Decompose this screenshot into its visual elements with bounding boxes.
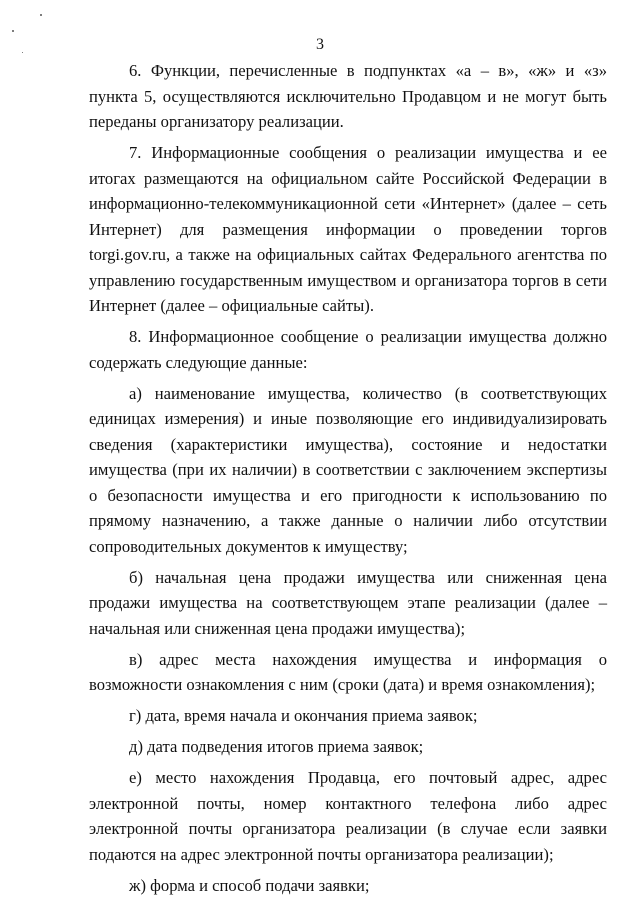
item-g: г) дата, время начала и окончания приема заявок;: [129, 706, 478, 725]
paragraph-7: 7. Информационные сообщения о реализации имущества и ее итогах размещаются на официальном сайте Российской Федерации в информационно-телекоммуникационной сети «Интернет» (далее – сеть Интернет) для размещения информации о проведении торгов torgi.gov.ru, а также на официальных сайтах Федерального агентства по управлению государственным имуществом и организатора торгов в сети Интернет (далее – официальные сайты).: [89, 143, 607, 315]
scan-speck: [40, 14, 42, 16]
item-b: б) начальная цена продажи имущества или сниженная цена продажи имущества на соответствующем этапе реализации (далее – начальная или сниженная цена продажи имущества);: [89, 567, 607, 638]
page-number: 3: [316, 36, 324, 53]
paragraph-6: 6. Функции, перечисленные в подпунктах «а – в», «ж» и «з» пункта 5, осуществляются исключительно Продавцом и не могут быть переданы организатору реализации.: [89, 61, 607, 131]
document-body: [89, 58, 607, 904]
item-zh: ж) форма и способ подачи заявки;: [129, 875, 370, 895]
item-v: в) адрес места нахождения имущества и информация о возможности ознакомления с ним (сроки (дата) и время ознакомления);: [89, 649, 607, 694]
item-a: а) наименование имущества, количество (в соответствующих единицах измерения) и иные позволяющие его индивидуализировать сведения (характеристики имущества), состояние и недостатки имущества (при их наличии) в соответствии с заключением экспертизы о безопасности имущества и его пригодности к использованию по прямому назначению, а также данные о наличии либо отсутствии сопроводительных документов к имуществу;: [89, 383, 607, 556]
scan-speck: [12, 30, 14, 32]
item-e: е) место нахождения Продавца, его почтовый адрес, адрес электронной почты, номер контактного телефона либо адрес электронной почты организатора реализации (в случае если заявки подаются на адрес электронной почты организатора реализации);: [89, 768, 607, 864]
item-d: д) дата подведения итогов приема заявок;: [129, 737, 424, 756]
paragraph-8: 8. Информационное сообщение о реализации имущества должно содержать следующие данные:: [89, 327, 607, 372]
